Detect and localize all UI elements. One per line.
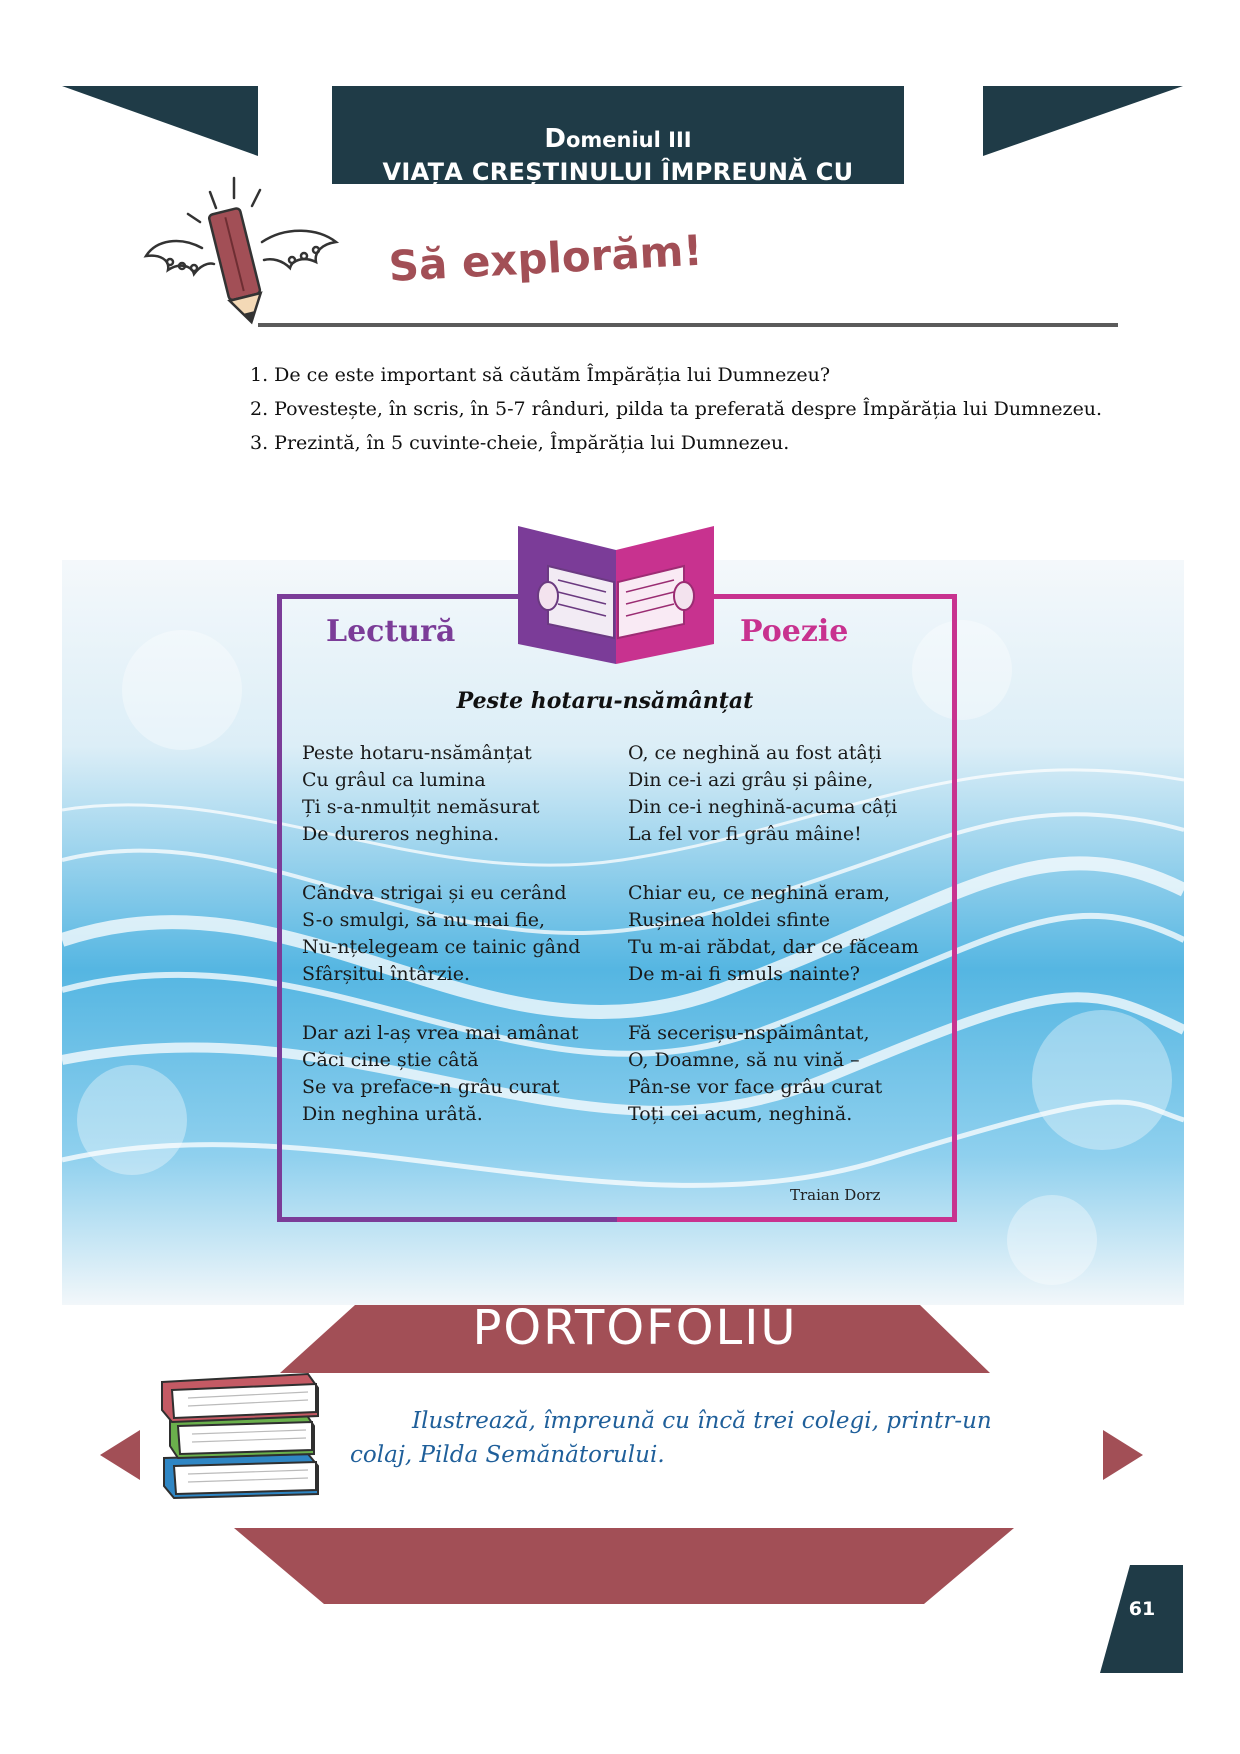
poem-line: Fă secerișu-nspăimântat, — [628, 1022, 870, 1044]
portfolio-task-text: Ilustrează, împreună cu încă trei colegi, printr-un colaj, Pilda Semănătorului. — [350, 1408, 992, 1468]
section-divider — [258, 323, 1118, 327]
stacked-books-icon — [158, 1370, 328, 1502]
poem-line: Se va preface-n grâu curat — [302, 1076, 560, 1098]
triangle-right-icon — [1103, 1430, 1143, 1480]
poem-title: Peste hotaru-nsămânțat — [456, 688, 754, 714]
poem-line: Cândva strigai și eu cerând — [302, 882, 567, 904]
domain-label-rest: omeniul III — [565, 128, 692, 152]
explore-title: Să explorăm! — [387, 225, 704, 291]
poem-line: Nu-nțelegeam ce tainic gând — [302, 936, 581, 958]
poem-stanza — [302, 880, 580, 988]
question-list — [250, 358, 1150, 460]
poem-line: S-o smulgi, să nu mai fie, — [302, 909, 546, 931]
poem-line: Din ce-i neghină-acuma câți — [628, 796, 898, 818]
poem-line: De dureros neghina. — [302, 823, 500, 845]
portfolio-bottom-band — [234, 1528, 1014, 1604]
poem-line: Pân-se vor face grâu curat — [628, 1076, 883, 1098]
poem-line: Ți s-a-nmulțit nemăsurat — [302, 796, 540, 818]
poem-stanza — [628, 740, 897, 848]
pencil-with-wings-icon — [140, 170, 350, 330]
poem-line: Rușinea holdei sfinte — [628, 909, 831, 931]
poem-line: Dar azi l-aș vrea mai amânat — [302, 1022, 579, 1044]
page-number: 61 — [1128, 1598, 1156, 1620]
poem-line: Căci cine știe câtă — [302, 1049, 479, 1071]
domain-header — [332, 86, 904, 214]
question-item: 2. Povestește, în scris, în 5-7 rânduri, pilda ta preferată despre Împărăția lui Dumnezeu. — [250, 398, 1103, 420]
poem-stanza — [628, 880, 919, 988]
poem-stanza — [628, 1020, 882, 1128]
poem-line: Din ce-i azi grâu și pâine, — [628, 769, 874, 791]
poem-line: Tu m-ai răbdat, dar ce făceam — [628, 936, 919, 958]
domain-title: VIAȚA CREȘTINULUI ÎMPREUNĂ CU SEMENII — [382, 158, 854, 214]
question-item: 1. De ce este important să căutăm Împărăția lui Dumnezeu? — [250, 364, 831, 386]
domain-label-initial: D — [544, 124, 566, 154]
poem-line: Cu grâul ca lumina — [302, 769, 486, 791]
poem-line: Din neghina urâtă. — [302, 1103, 483, 1125]
poem-stanza — [302, 740, 540, 848]
poem-line: La fel vor fi grâu mâine! — [628, 823, 862, 845]
poem-line: Chiar eu, ce neghină eram, — [628, 882, 891, 904]
reading-label: Lectură — [326, 614, 456, 649]
header-left-ribbon — [62, 86, 258, 156]
header-right-ribbon — [983, 86, 1183, 156]
poem-line: O, ce neghină au fost atâți — [628, 742, 882, 764]
poem-line: Toți cei acum, neghină. — [628, 1103, 853, 1125]
poem-line: O, Doamne, să nu vină – — [628, 1049, 860, 1071]
poem-stanza — [302, 1020, 579, 1128]
poem-line: Peste hotaru-nsămânțat — [302, 742, 532, 764]
poem-line: Sfârșitul întârzie. — [302, 963, 471, 985]
poem-line: De m-ai fi smuls nainte? — [628, 963, 860, 985]
question-item: 3. Prezintă, în 5 cuvinte-cheie, Împărăția lui Dumnezeu. — [250, 432, 790, 454]
portfolio-title: PORTOFOLIU — [472, 1300, 798, 1356]
triangle-left-icon — [100, 1430, 140, 1480]
open-book-icon — [518, 526, 714, 664]
poetry-label: Poezie — [740, 614, 849, 649]
domain-label — [332, 124, 904, 154]
portfolio-task — [350, 1404, 1010, 1472]
poem-author: Traian Dorz — [790, 1186, 881, 1204]
